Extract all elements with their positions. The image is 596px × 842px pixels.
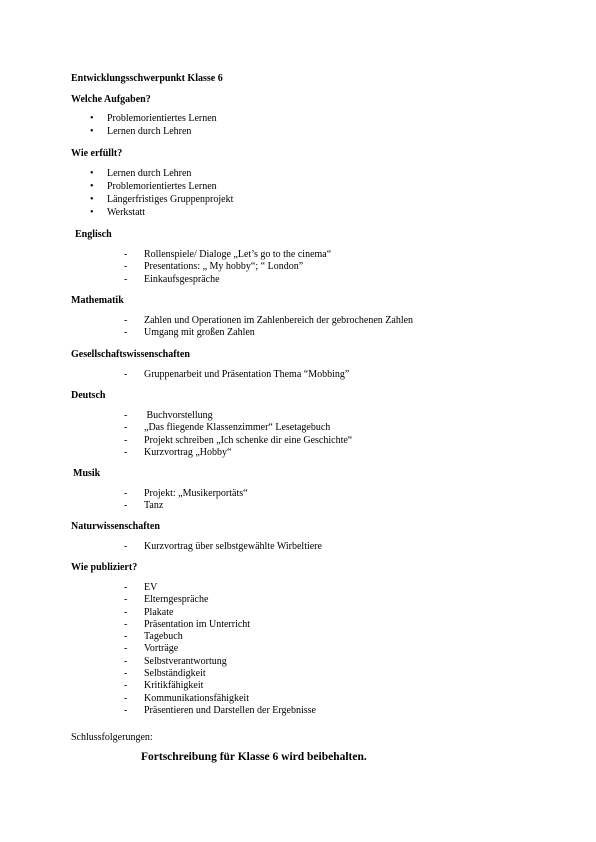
list-publiziert xyxy=(124,581,316,716)
list-item: - Plakate xyxy=(124,606,316,618)
list-item: • Lernen durch Lehren xyxy=(90,125,217,138)
list-gesellschaft xyxy=(124,368,349,380)
heading-aufgaben: Welche Aufgaben? xyxy=(71,94,151,105)
list-item: - Zahlen und Operationen im Zahlenbereich der gebrochenen Zahlen xyxy=(124,314,413,326)
list-naturwissenschaften xyxy=(124,540,322,552)
document-title: Entwicklungsschwerpunkt Klasse 6 xyxy=(71,73,223,84)
list-englisch xyxy=(124,248,331,285)
list-item: - Kommunikationsfähigkeit xyxy=(124,692,316,704)
list-item: - Presentations: „ My hobby“; “ London” xyxy=(124,260,331,272)
list-item: - Rollenspiele/ Dialoge „Let’s go to the cinema“ xyxy=(124,248,331,260)
list-item: - Präsentation im Unterricht xyxy=(124,618,316,630)
list-item: - Elterngespräche xyxy=(124,593,316,605)
list-item: - Gruppenarbeit und Präsentation Thema “Mobbing” xyxy=(124,368,349,380)
list-item: - Tanz xyxy=(124,499,248,511)
schluss-label: Schlussfolgerungen: xyxy=(71,732,153,743)
heading-musik: Musik xyxy=(73,468,101,479)
list-item: • Lernen durch Lehren xyxy=(90,167,233,180)
list-item: • Problemorientiertes Lernen xyxy=(90,112,217,125)
heading-erfuellt: Wie erfüllt? xyxy=(71,148,123,159)
heading-englisch: Englisch xyxy=(75,229,112,240)
list-item: - EV xyxy=(124,581,316,593)
list-item: - Buchvorstellung xyxy=(124,409,352,421)
list-item: - Projekt schreiben „Ich schenke dir eine Geschichte“ xyxy=(124,434,352,446)
list-deutsch xyxy=(124,409,352,458)
list-item: - Kurzvortrag „Hobby“ xyxy=(124,446,352,458)
list-item: • Längerfristiges Gruppenprojekt xyxy=(90,193,233,206)
list-item: - Kritikfähigkeit xyxy=(124,679,316,691)
list-item: - Präsentieren und Darstellen der Ergebnisse xyxy=(124,704,316,716)
heading-naturwissenschaften: Naturwissenschaften xyxy=(71,521,160,532)
heading-mathematik: Mathematik xyxy=(71,295,124,306)
list-item: - Kurzvortrag über selbstgewählte Wirbeltiere xyxy=(124,540,322,552)
list-item: • Werkstatt xyxy=(90,206,233,219)
list-item: • Problemorientiertes Lernen xyxy=(90,180,233,193)
list-aufgaben xyxy=(90,112,217,138)
list-item: - Selbstverantwortung xyxy=(124,655,316,667)
heading-publiziert: Wie publiziert? xyxy=(71,562,138,573)
list-item: - Umgang mit großen Zahlen xyxy=(124,326,413,338)
list-item: - Selbständigkeit xyxy=(124,667,316,679)
list-item: - Einkaufsgespräche xyxy=(124,273,331,285)
list-mathematik xyxy=(124,314,413,339)
heading-gesellschaft: Gesellschaftswissenschaften xyxy=(71,349,190,360)
schluss-text: Fortschreibung für Klasse 6 wird beibehalten. xyxy=(141,751,367,763)
list-item: - „Das fliegende Klassenzimmer“ Lesetagebuch xyxy=(124,421,352,433)
list-item: - Projekt: „Musikerportäts“ xyxy=(124,487,248,499)
heading-deutsch: Deutsch xyxy=(71,390,106,401)
list-erfuellt xyxy=(90,167,233,219)
list-item: - Vorträge xyxy=(124,642,316,654)
list-item: - Tagebuch xyxy=(124,630,316,642)
list-musik xyxy=(124,487,248,512)
